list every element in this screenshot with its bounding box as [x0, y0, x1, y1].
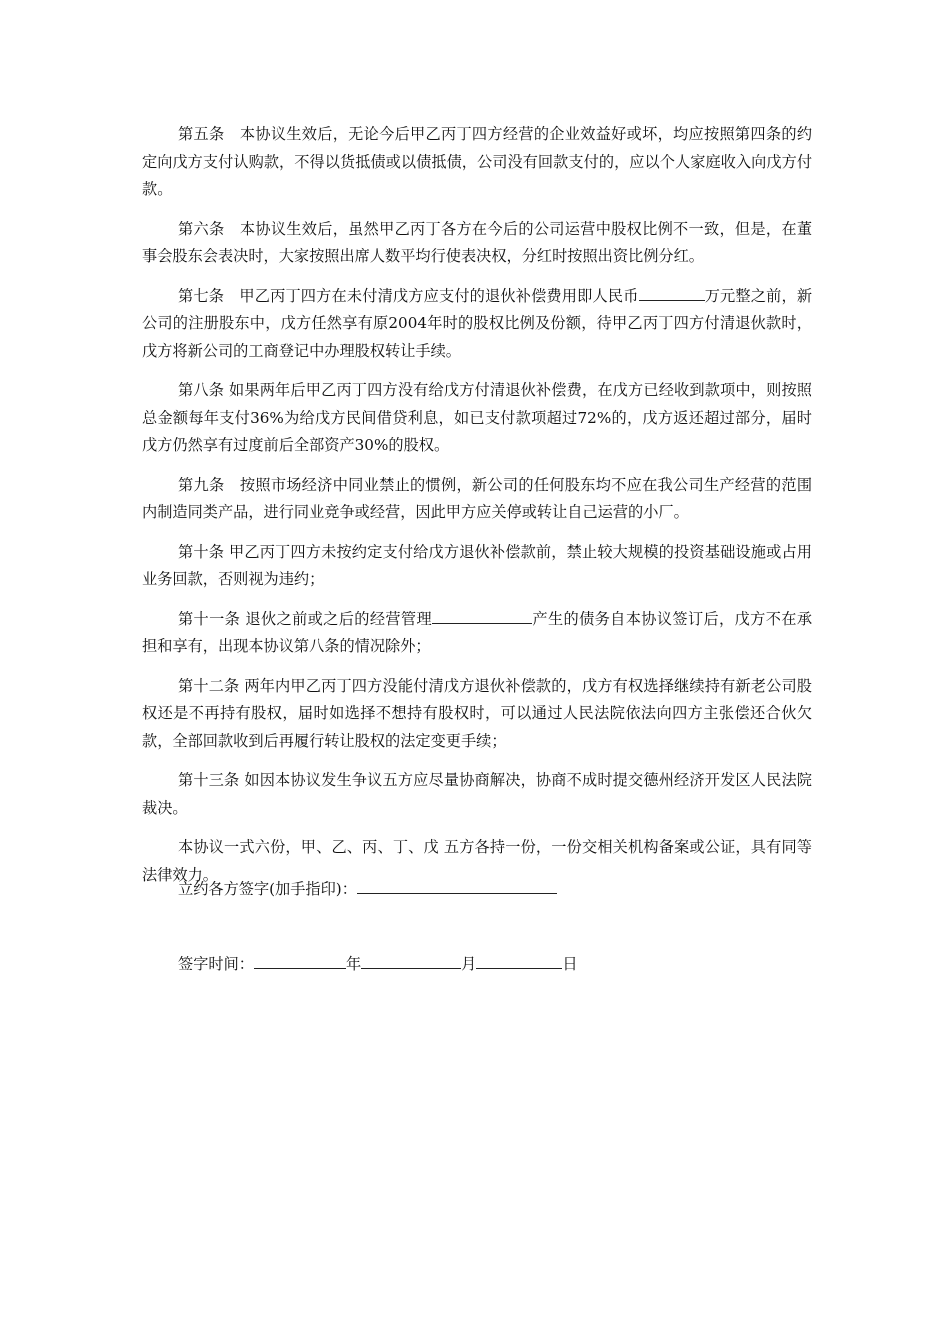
month-label: 月	[461, 955, 477, 973]
amount-blank	[639, 284, 705, 301]
article-6: 第六条 本协议生效后，虽然甲乙丙丁各方在今后的公司运营中股权比例不一致，但是，在董事会股东会表决时，大家按照出席人数平均行使表决权，分红时按照出资比例分红。	[142, 219, 812, 265]
date-line	[178, 951, 578, 978]
signature-blank	[357, 877, 557, 894]
year-label: 年	[345, 955, 362, 973]
day-label: 日	[562, 955, 578, 973]
article-8: 第八条 如果两年后甲乙丙丁四方没有给戊方付清退伙补偿费，在戊方已经收到款项中，则按照总金额每年支付36%为给戊方民间借贷利息，如已支付款项超过72%的，戊方返还超过部分，届时戊方仍然享有过度前后全部资产30%的股权。	[142, 381, 812, 454]
closing-clause: 本协议一式六份，甲、乙、丙、丁、戊 五方各持一份，一份交相关机构备案或公证，具有同等法律效力。	[142, 838, 812, 884]
article-11	[142, 606, 812, 661]
year-blank	[254, 952, 346, 969]
day-blank	[476, 952, 562, 969]
article-12: 第十二条 两年内甲乙丙丁四方没能付清戊方退伙补偿款的，戊方有权选择继续持有新老公司股权还是不再持有股权，届时如选择不想持有股权时，可以通过人民法院依法向四方主张偿还合伙欠款，全部回款收到后再履行转让股权的法定变更手续；	[142, 676, 812, 750]
management-blank	[432, 607, 532, 624]
article-9: 第九条 按照市场经济中同业禁止的惯例，新公司的任何股东均不应在我公司生产经营的范围内制造同类产品，进行同业竞争或经营，因此甲方应关停或转让自己运营的小厂。	[142, 475, 812, 521]
article-10: 第十条 甲乙丙丁四方未按约定支付给戊方退伙补偿款前，禁止较大规模的投资基础设施或占用业务回款，否则视为违约；	[142, 542, 812, 588]
signature-label: 立约各方签字(加手指印)：	[178, 880, 357, 898]
article-7	[142, 283, 812, 366]
article-11-after: 产生的债务自本协议签订后，戊方不在承担和享有，出现本协议第八条的情况除外；	[142, 609, 813, 655]
article-13: 第十三条 如因本协议发生争议五方应尽量协商解决，协商不成时提交德州经济开发区人民法院裁决。	[142, 771, 812, 817]
article-7-before: 第七条 甲乙丙丁四方在未付清戊方应支付的退伙补偿费用即人民币	[178, 286, 639, 305]
date-label: 签字时间：	[178, 955, 254, 973]
article-5: 第五条 本协议生效后，无论今后甲乙丙丁四方经营的企业效益好或坏，均应按照第四条的约定向戊方支付认购款，不得以货抵债或以债抵债，公司没有回款支付的，应以个人家庭收入向戊方付款。	[142, 125, 812, 198]
article-11-before: 第十一条 退伙之前或之后的经营管理	[178, 609, 433, 628]
signature-line	[178, 876, 557, 903]
document-body	[142, 121, 812, 901]
month-blank	[361, 952, 461, 969]
article-7-after: 万元整之前，新公司的注册股东中，戊方任然享有原2004年时的股权比例及份额，待甲乙丙丁四方付清退伙款时，戊方将新公司的工商登记中办理股权转让手续。	[142, 286, 813, 360]
